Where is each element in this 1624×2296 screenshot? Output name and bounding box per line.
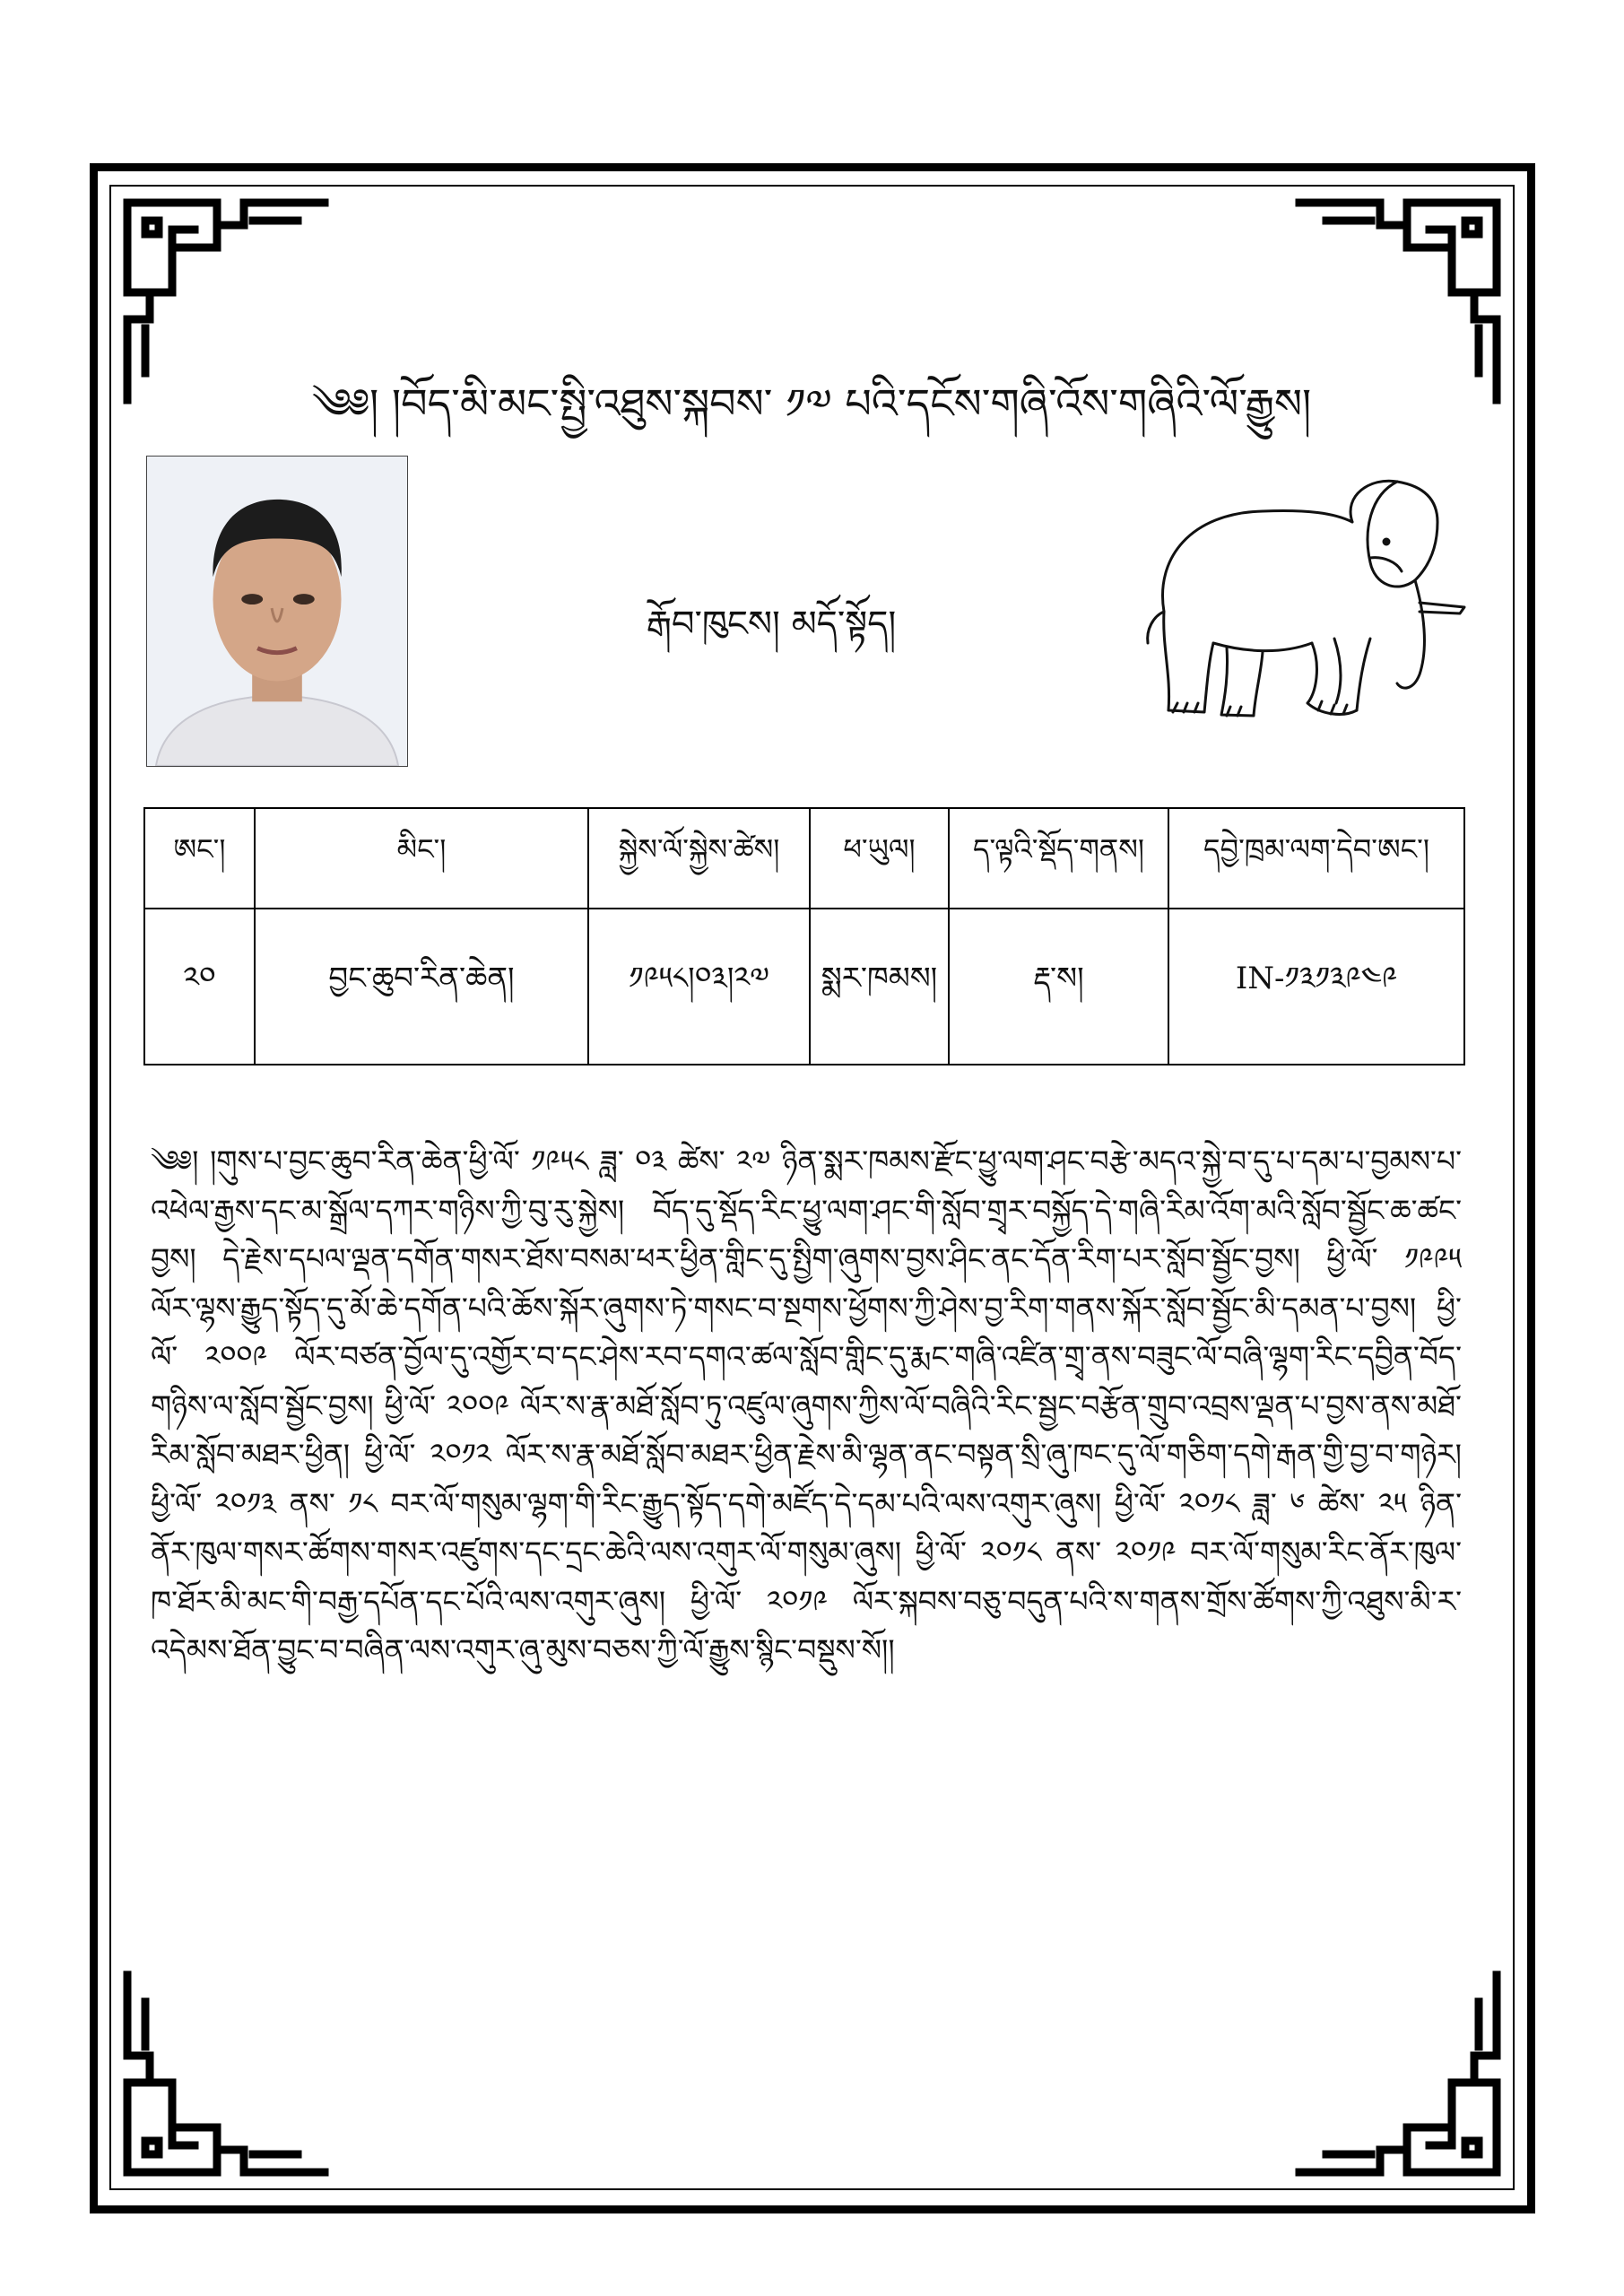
table-header-row xyxy=(144,808,1464,909)
elephant-emblem-icon xyxy=(1128,459,1469,737)
corner-ornament-bottom-left xyxy=(118,1966,334,2181)
column-header-birth-date: སྐྱེས་ལོ་སྐྱེས་ཚེས། xyxy=(588,808,810,909)
column-header-name: མིང་། xyxy=(255,808,588,909)
candidate-birth-date: ༡༩༥༨།༠༣།༢༧ xyxy=(588,909,810,1065)
candidate-biography: ༄༅། །གུས་པ་བྱང་ཆུབ་རིན་ཆེན་ཕྱི་ལོ་ ༡༩༥༨ ཟླ་ ༠༣ ཚེས་ ༢༧ ཉིན་སྨར་ཁམས་རྫོང་ཕྱུ་ལག་ཤང་བརྩེ་མདའ་སྐྱེ་བ་དུ་པ་དམ་པ་བྱམས་པ་འཕེལ་རྒྱས་དང་མ་སྒྲོལ་དཀར་གཉིས་ཀྱི་བུ་རུ་སྐྱེས། བོད་དུ་སྡོད་རིང་ཕྱུ་ལག་ཤང་གི་སློབ་གྲྭར་བསྐྱོད་དེ་གཞི་རིམ་འོག་མའི་སློབ་སྦྱོང་ཆ་ཚང་བྱས། དེ་རྗེས་དཔལ་ལྡན་དགོན་གསར་ཐོས་བསམ་ཕར་ཕྱིན་གླིང་དུ་སྤྱིག་ཞུགས་བྱས་ཤིང་ནང་དོན་རིག་པར་སློབ་སྦྱོང་བྱས། ཕྱི་ལོ་ ༡༩༩༥ ལོར་ལྷས་རྒྱུད་སྟོད་དུ་མོ་ཆེ་དགོན་པའི་ཆོས་སྐོར་ཞུགས་ཏེ་གསང་བ་སྔགས་ཕྱོགས་ཀྱི་ཤེས་བྱ་རིག་གནས་སྐོར་སློབ་སྦྱོང་མི་དམན་པ་བྱས། ཕྱི་ལོ་ ༢༠༠༩ ལོར་བཙན་བྱོལ་དུ་འགྱོར་བ་དང་ཤེས་རབ་དགའ་ཚལ་སློབ་གླིང་དུ་རྨང་གཞི་འཛིན་གྲྭ་ནས་བཟུང་ལོ་བཞི་ལྷག་རིང་དབྱིན་བོད་གཉིས་ལ་སློབ་སྦྱོང་བྱས། ཕྱི་ལོ་ ༢༠༠༩ ལོར་ས་རྣ་མཐོ་སློབ་ཏུ་འཛུལ་ཞུགས་ཀྱིས་ལོ་བཞིའི་རིང་སྦྱང་བརྩོན་གྲུབ་འབྲས་ལྡན་པ་བྱས་ནས་མཐོ་རིམ་སློབ་མཐར་ཕྱིན། ཕྱི་ལོ་ ༢༠༡༢ ལོར་ས་རྣ་མཐོ་སློབ་མཐར་ཕྱིན་རྗེས་མི་ལྷན་ནང་བསྟན་སྲི་ཞུ་ཁང་དུ་ལོ་གཅིག་དགེ་རྒན་གྱི་བྱ་བ་གཉེར། ཕྱི་ལོ་ ༢༠༡༣ ནས་ ༡༨ བར་ལོ་གསུམ་ལྷག་གི་རིང་རྒྱུད་སྟོད་དགེ་མཛོད་དེ་དམ་པའི་ལས་འགུར་ཞུས། ཕྱི་ལོ་ ༢༠༡༨ ཟླ་ ༦ ཚེས་ ༢༥ ཉིན་ནོར་ཁུལ་གསར་ཚོགས་གསར་འཛུགས་དང་དྲང་ཆེའི་ལས་འགུར་ལོ་གསུམ་ཞུས། ཕྱི་ལོ་ ༢༠༡༨ ནས་ ༢༠༡༩ བར་ལོ་གསུམ་རིང་ནོར་ཁུལ་ཁ་ཐོར་མི་མང་གི་བརྒྱ་དཔོན་དང་པོའི་ལས་འགུར་ཞུས། ཕྱི་ལོ་ ༢༠༡༩ ལོར་སྐབས་བཅུ་བདུན་པའི་ས་གནས་གྲོས་ཚོགས་ཀྱི་འཐུས་མི་ར་འདེམས་ཐོན་བྱུང་བ་བཞིན་ལས་འགུར་ཞུ་མུས་བཅས་ཀྱི་ལོ་རྒྱུས་སྙིང་བསྡུས་སོ།། xyxy=(151,1144,1462,1667)
column-header-green-book-number: དབྱེ་ཁྲམ་ལག་དེབ་ཨང་། xyxy=(1168,808,1464,909)
constituency-heading: རྒོབ་ཁུངས། མདོ་སྟོད། xyxy=(646,604,897,645)
column-header-number: ཨང་། xyxy=(144,808,255,909)
column-header-native-place: ཕ་ཡུལ། xyxy=(810,808,949,909)
column-header-current-residence: ད་ལྟའི་སྡོད་གནས། xyxy=(949,808,1168,909)
candidate-residence: རྡ་ས། xyxy=(949,909,1168,1065)
corner-ornament-bottom-right xyxy=(1290,1966,1506,2181)
candidate-info-table xyxy=(143,807,1465,1065)
candidate-name: བྱང་ཆུབ་རིན་ཆེན། xyxy=(255,909,588,1065)
candidate-photo xyxy=(146,456,408,767)
candidate-native-place: སྨར་ཁམས། xyxy=(810,909,949,1065)
document-title: ༄༅། །བོད་མི་མང་སྤྱི་འཐུས་སྐབས་ ༡༧ པའི་དངོས་གཞི་འོས་གཞིའི་ལོ་རྒྱུས། xyxy=(311,379,1312,428)
table-row xyxy=(144,909,1464,1065)
candidate-number: ༢༠ xyxy=(144,909,255,1065)
candidate-green-book-number: IN-༡༣༡༣༩༤༩ xyxy=(1168,909,1464,1065)
